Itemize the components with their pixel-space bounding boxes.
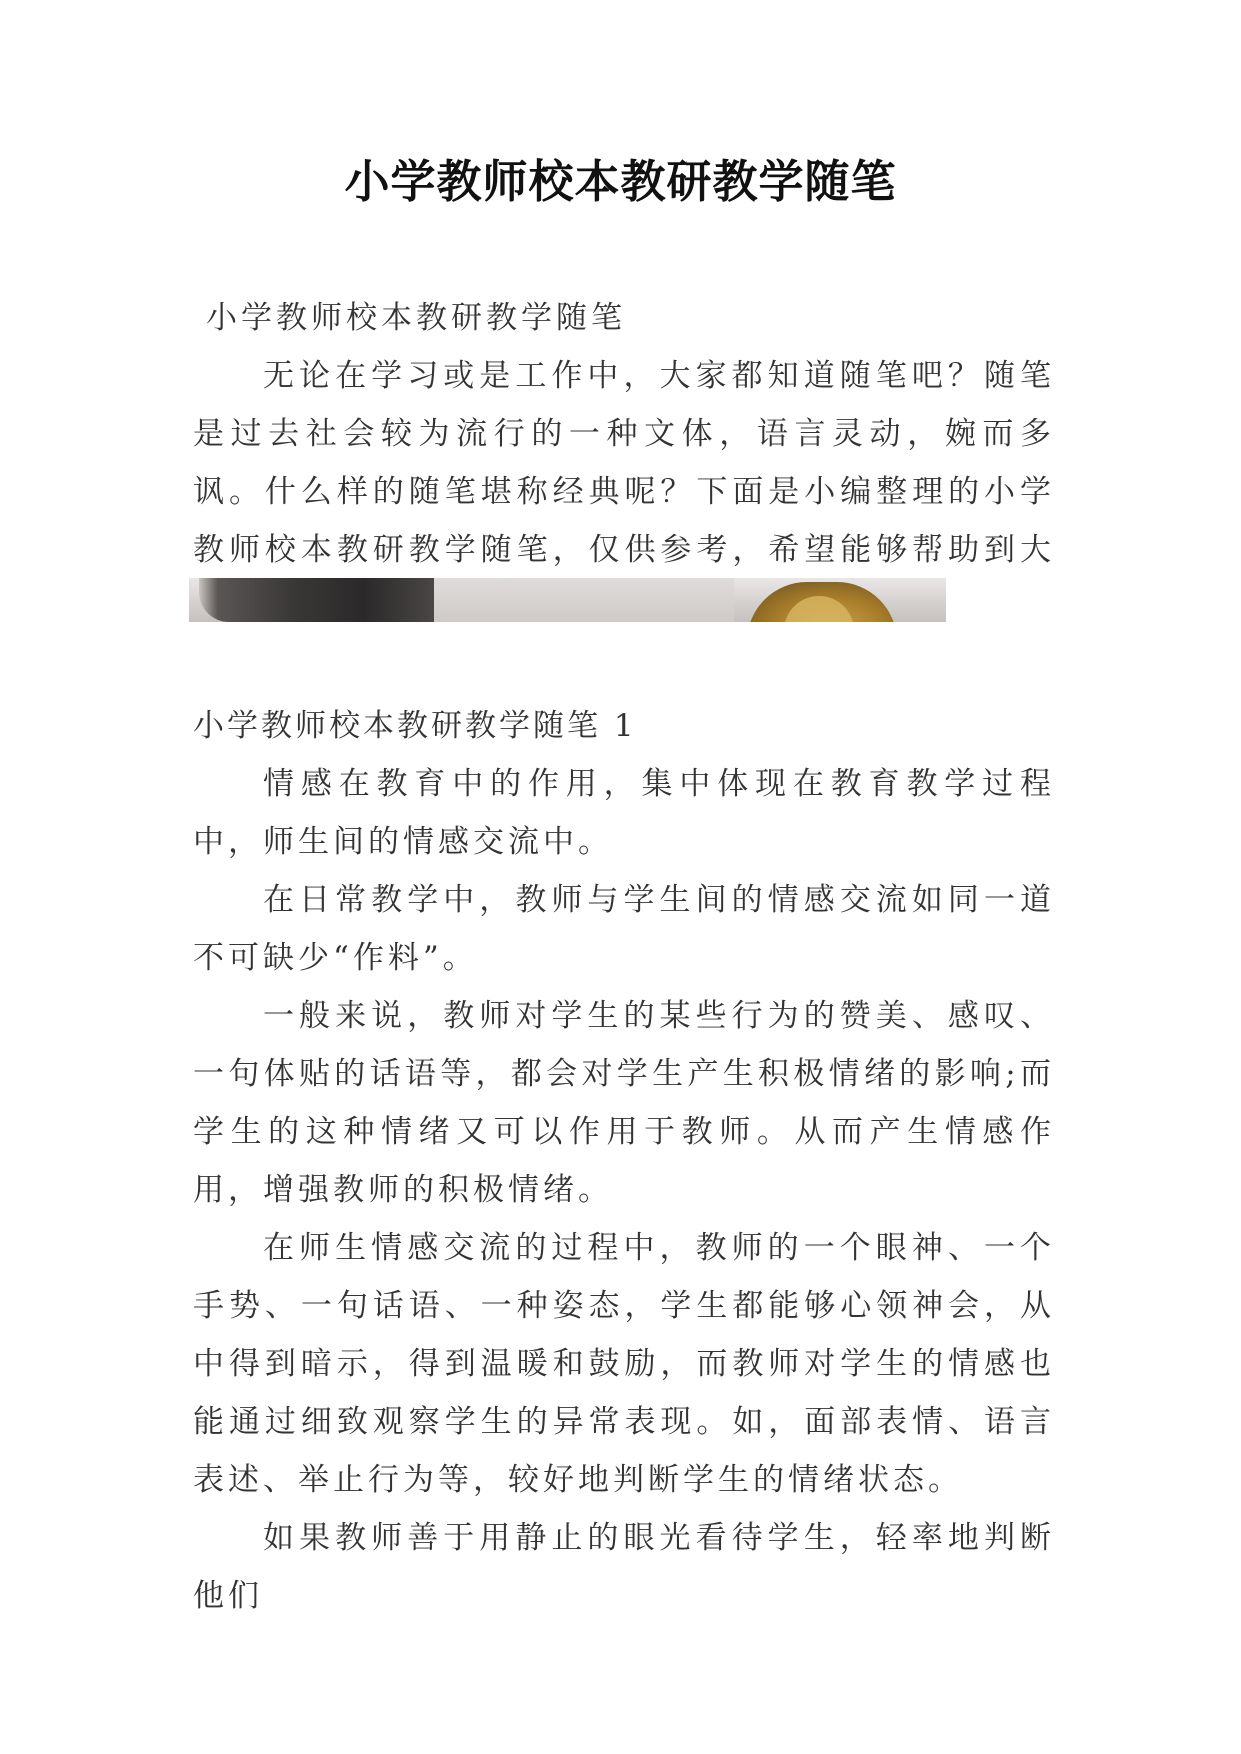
intro-paragraph: 无论在学习或是工作中，大家都知道随笔吧？随笔是过去社会较为流行的一种文体，语言灵动，婉而多讽。什么样的随笔堪称经典呢？下面是小编整理的小学教师校本教研教学随笔，仅供参考，希望能够帮助到大 xyxy=(193,358,1055,568)
section-paragraph: 一般来说，教师对学生的某些行为的赞美、感叹、一句体贴的话语等，都会对学生产生积极情绪的影响;而学生的这种情绪又可以作用于教师。从而产生情感作用，增强教师的积极情绪。 xyxy=(193,998,1055,1208)
section-paragraph: 情感在教育中的作用，集中体现在教育教学过程中，师生间的情感交流中。 xyxy=(193,766,1055,860)
section-paragraph: 在日常教学中，教师与学生间的情感交流如同一道不可缺少“作料”。 xyxy=(193,882,1055,976)
intro-subtitle: 小学教师校本教研教学随笔 xyxy=(206,300,626,336)
photo-background-region xyxy=(434,578,734,622)
section-1 xyxy=(193,697,1055,1625)
photo-dark-region xyxy=(199,578,434,622)
section-paragraph: 在师生情感交流的过程中，教师的一个眼神、一个手势、一句话语、一种姿态，学生都能够心领神会，从中得到暗示，得到温暖和鼓励，而教师对学生的情感也能通过细致观察学生的异常表现。如，面部表情、语言表述、举止行为等，较好地判断学生的情绪状态。 xyxy=(193,1230,1055,1498)
section-paragraph: 如果教师善于用静止的眼光看待学生，轻率地判断他们 xyxy=(193,1520,1055,1614)
document-title: 小学教师校本教研教学随笔 xyxy=(344,155,897,208)
cropped-photo xyxy=(189,578,946,622)
section-heading: 小学教师校本教研教学随笔 1 xyxy=(193,708,637,744)
